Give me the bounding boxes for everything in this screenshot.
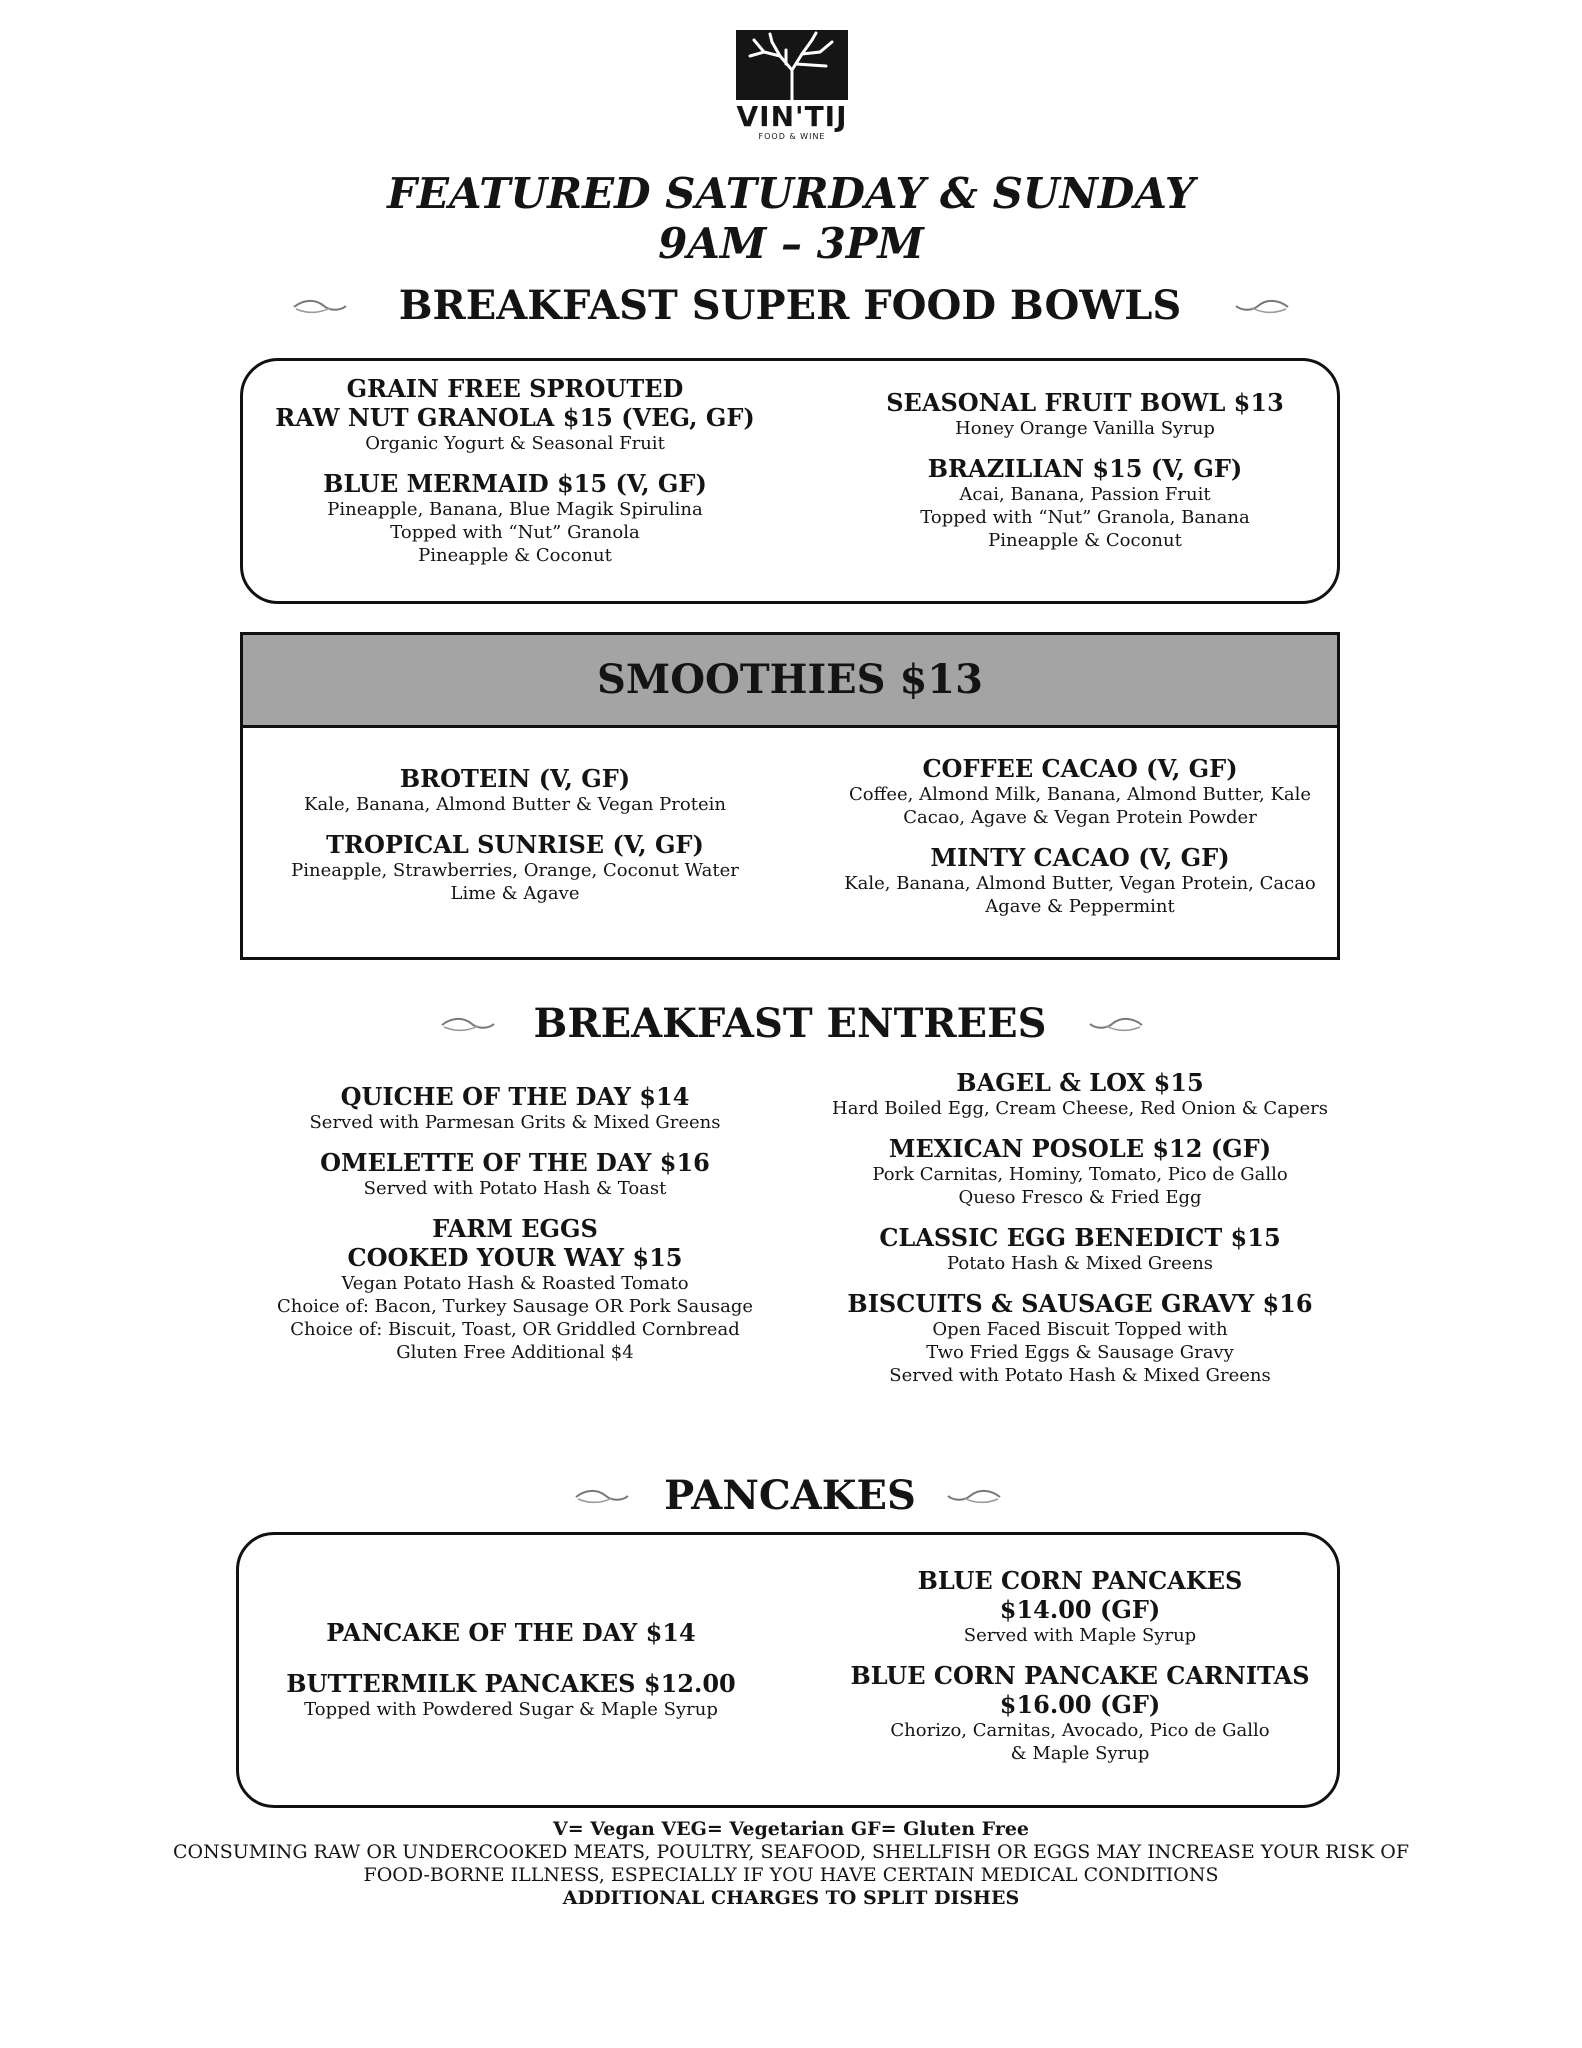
bowls-title: BREAKFAST SUPER FOOD BOWLS	[398, 282, 1182, 329]
menu-item-name: BLUE MERMAID $15 (V, GF)	[323, 469, 707, 498]
split-charge-note: ADDITIONAL CHARGES TO SPLIT DISHES	[562, 1887, 1020, 1909]
menu-item-desc: Kale, Banana, Almond Butter & Vegan Protein	[304, 794, 726, 815]
menu-item-name: BROTEIN (V, GF)	[399, 764, 631, 793]
menu-item-name: MEXICAN POSOLE $12 (GF)	[888, 1134, 1272, 1163]
featured-hours: 9AM – 3PM	[658, 219, 924, 268]
menu-item-name: BISCUITS & SAUSAGE GRAVY $16	[847, 1289, 1313, 1318]
menu-item-desc: Honey Orange Vanilla Syrup	[955, 418, 1215, 439]
brand-tagline: FOOD & WINE	[758, 132, 826, 141]
smoothies-right-column	[800, 754, 1360, 918]
menu-item-desc: Served with Potato Hash & Toast	[363, 1178, 667, 1199]
menu-footer	[0, 1818, 1582, 1910]
bowls-right-column	[820, 388, 1350, 552]
smoothies-left-column	[250, 764, 780, 905]
pancakes-right-column	[800, 1566, 1360, 1765]
menu-item-desc: Coffee, Almond Milk, Banana, Almond Butter, Kale Cacao, Agave & Vegan Protein Powder	[848, 784, 1312, 828]
menu-item-desc: Hard Boiled Egg, Cream Cheese, Red Onion & Capers	[832, 1098, 1328, 1119]
flourish-left-icon	[438, 1016, 498, 1034]
menu-item-desc: Kale, Banana, Almond Butter, Vegan Protein, Cacao Agave & Peppermint	[844, 873, 1316, 917]
menu-item-name: SEASONAL FRUIT BOWL $13	[886, 388, 1284, 417]
menu-item-desc: Served with Maple Syrup	[963, 1625, 1197, 1646]
dietary-legend: V= Vegan VEG= Vegetarian GF= Gluten Free	[552, 1818, 1030, 1840]
health-warning-line-1: CONSUMING RAW OR UNDERCOOKED MEATS, POULTRY, SEAFOOD, SHELLFISH OR EGGS MAY INCREASE YOUR RISK OF	[172, 1841, 1410, 1863]
menu-item-desc: Open Faced Biscuit Topped with Two Fried Eggs & Sausage Gravy Served with Potato Hash & Mixed Greens	[889, 1319, 1271, 1386]
pancakes-title: PANCAKES	[664, 1472, 916, 1519]
flourish-left-icon	[290, 298, 350, 316]
menu-item-name: BLUE CORN PANCAKES $14.00 (GF)	[917, 1566, 1243, 1624]
menu-item-desc: Served with Parmesan Grits & Mixed Greens	[309, 1112, 721, 1133]
entrees-left-column	[250, 1082, 780, 1364]
menu-item-name: GRAIN FREE SPROUTED RAW NUT GRANOLA $15 (VEG, GF)	[275, 374, 755, 432]
menu-item-name: BUTTERMILK PANCAKES $12.00	[286, 1669, 736, 1698]
brand-name: VIN'TIJ	[736, 100, 848, 133]
menu-item-desc: Pineapple, Strawberries, Orange, Coconut Water Lime & Agave	[291, 860, 739, 904]
entrees-right-column	[780, 1068, 1380, 1387]
menu-item-desc: Topped with Powdered Sugar & Maple Syrup	[304, 1699, 718, 1720]
flourish-left-icon	[572, 1488, 632, 1506]
menu-item-name: MINTY CACAO (V, GF)	[930, 843, 1230, 872]
bowls-left-column	[250, 374, 780, 567]
menu-item-name: OMELETTE OF THE DAY $16	[320, 1148, 710, 1177]
entrees-title: BREAKFAST ENTREES	[533, 1000, 1047, 1047]
menu-item-name: COFFEE CACAO (V, GF)	[922, 754, 1238, 783]
menu-item-desc: Pork Carnitas, Hominy, Tomato, Pico de Gallo Queso Fresco & Fried Egg	[872, 1164, 1288, 1208]
menu-item-name: TROPICAL SUNRISE (V, GF)	[326, 830, 704, 859]
health-warning-line-2: FOOD-BORNE ILLNESS, ESPECIALLY IF YOU HAVE CERTAIN MEDICAL CONDITIONS	[363, 1864, 1219, 1886]
tree-logo-icon	[736, 30, 848, 100]
menu-item-desc: Vegan Potato Hash & Roasted Tomato Choice of: Bacon, Turkey Sausage OR Pork Sausage Choice of: Biscuit, Toast, OR Griddled Cornbread Gluten Free Additional $4	[276, 1273, 754, 1363]
featured-days: FEATURED SATURDAY & SUNDAY	[387, 169, 1195, 218]
menu-item-name: CLASSIC EGG BENEDICT $15	[879, 1223, 1281, 1252]
menu-item-desc: Pineapple, Banana, Blue Magik Spirulina Topped with “Nut” Granola Pineapple & Coconut	[327, 499, 703, 566]
flourish-right-icon	[1086, 1016, 1146, 1034]
menu-item-name: QUICHE OF THE DAY $14	[340, 1082, 690, 1111]
menu-item-desc: Chorizo, Carnitas, Avocado, Pico de Gallo & Maple Syrup	[890, 1720, 1270, 1764]
brand-logo	[726, 30, 858, 142]
menu-item-name: PANCAKE OF THE DAY $14	[326, 1618, 696, 1647]
pancakes-left-column	[246, 1618, 776, 1721]
flourish-right-icon	[1232, 298, 1292, 316]
menu-item-name: FARM EGGS COOKED YOUR WAY $15	[347, 1214, 683, 1272]
menu-item-desc: Potato Hash & Mixed Greens	[946, 1253, 1214, 1274]
menu-item-desc: Organic Yogurt & Seasonal Fruit	[365, 433, 665, 454]
menu-item-name: BAGEL & LOX $15	[956, 1068, 1204, 1097]
menu-item-name: BLUE CORN PANCAKE CARNITAS $16.00 (GF)	[850, 1661, 1310, 1719]
smoothies-title: SMOOTHIES $13	[243, 635, 1337, 728]
menu-item-desc: Acai, Banana, Passion Fruit Topped with “Nut” Granola, Banana Pineapple & Coconut	[920, 484, 1250, 551]
flourish-right-icon	[944, 1488, 1004, 1506]
menu-item-name: BRAZILIAN $15 (V, GF)	[927, 454, 1243, 483]
